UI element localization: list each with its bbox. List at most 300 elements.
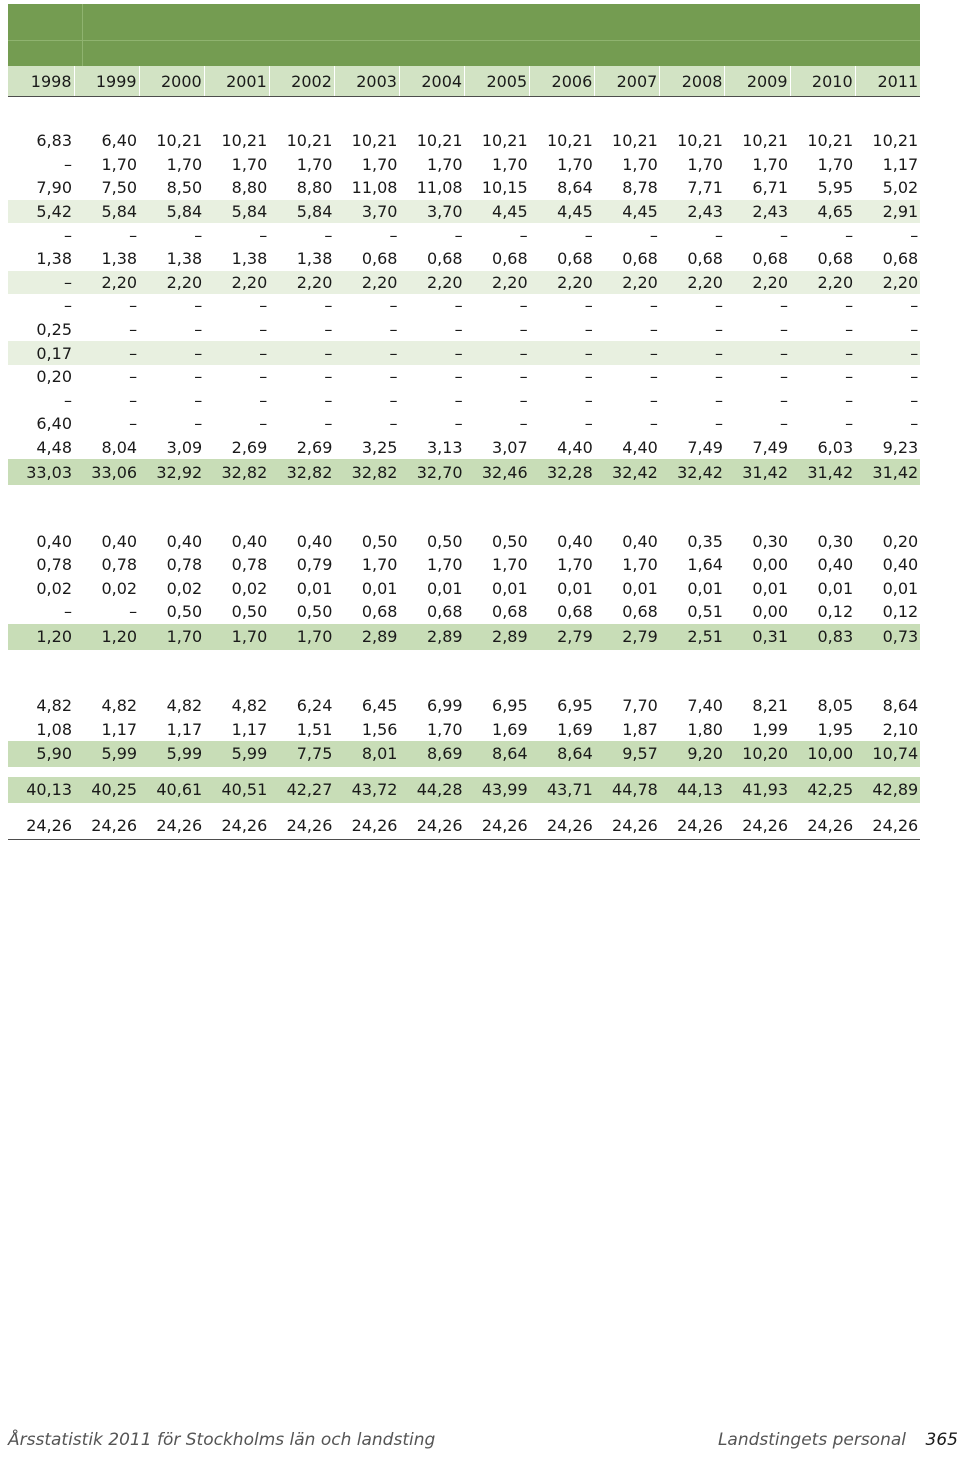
table-cell: 44,28 bbox=[399, 777, 464, 803]
table-cell: 0,68 bbox=[557, 602, 593, 622]
table-cell: – bbox=[129, 367, 138, 387]
table-cell: 8,78 bbox=[622, 178, 658, 198]
table-row bbox=[8, 153, 920, 177]
table-cell: 4,65 bbox=[790, 200, 855, 224]
table-header-banner bbox=[8, 4, 920, 66]
table-cell: 43,71 bbox=[530, 777, 595, 803]
table-cell: – bbox=[595, 341, 660, 365]
table-cell: 0,01 bbox=[882, 578, 919, 598]
table-cell: – bbox=[519, 414, 528, 434]
table-cell: – bbox=[649, 390, 658, 410]
table-cell: – bbox=[519, 390, 528, 410]
table-cell: 1,38 bbox=[231, 249, 268, 269]
table-cell: 4,48 bbox=[36, 438, 72, 458]
table-cell: 10,21 bbox=[221, 131, 268, 151]
table-cell: 10,21 bbox=[156, 131, 203, 151]
table-cell: – bbox=[129, 296, 138, 316]
table-cell: – bbox=[845, 320, 854, 340]
table-cell: 8,80 bbox=[296, 178, 333, 198]
table-cell: 0,40 bbox=[817, 555, 854, 575]
table-cell: 4,45 bbox=[530, 200, 595, 224]
table-cell: 9,23 bbox=[882, 438, 919, 458]
table-cell: – bbox=[324, 390, 333, 410]
table-cell: 40,51 bbox=[204, 777, 269, 803]
table-cell: – bbox=[584, 390, 593, 410]
table-cell: 0,68 bbox=[622, 249, 658, 269]
footer-publication-title: Årsstatistik 2011 för Stockholms län och landsting bbox=[8, 1430, 436, 1450]
table-cell: 0,00 bbox=[752, 555, 789, 575]
table-cell: – bbox=[780, 320, 789, 340]
table-cell: 0,40 bbox=[36, 531, 72, 551]
table-cell: – bbox=[714, 296, 723, 316]
table-cell: – bbox=[454, 390, 463, 410]
table-cell: 1,70 bbox=[817, 154, 854, 174]
table-cell: 1,64 bbox=[687, 555, 723, 575]
final-row bbox=[8, 813, 920, 840]
table-cell: 0,68 bbox=[687, 249, 723, 269]
table-cell: 8,64 bbox=[530, 741, 595, 767]
table-cell: – bbox=[454, 320, 463, 340]
year-header-cell: 1999 bbox=[74, 66, 139, 97]
table-cell: – bbox=[845, 367, 854, 387]
table-cell: – bbox=[334, 341, 399, 365]
table-cell: 1,20 bbox=[74, 624, 139, 650]
table-cell: – bbox=[324, 414, 333, 434]
table-cell: – bbox=[454, 296, 463, 316]
table-cell: 8,64 bbox=[882, 695, 919, 715]
table-cell: 2,20 bbox=[595, 271, 660, 295]
table-row bbox=[8, 176, 920, 200]
table-cell: – bbox=[530, 341, 595, 365]
table-cell: – bbox=[259, 225, 268, 245]
table-cell: 4,82 bbox=[36, 695, 72, 715]
table-row bbox=[8, 717, 920, 741]
table-cell: – bbox=[780, 367, 789, 387]
table-cell: 0,73 bbox=[855, 624, 920, 650]
table-cell: 32,42 bbox=[595, 459, 660, 485]
table-cell: – bbox=[259, 320, 268, 340]
year-header-cell: 2004 bbox=[399, 66, 464, 97]
year-header-cell: 2009 bbox=[725, 66, 790, 97]
table-cell: 2,20 bbox=[790, 271, 855, 295]
table-cell: 1,70 bbox=[361, 154, 398, 174]
table-row bbox=[8, 318, 920, 342]
table-cell: 5,99 bbox=[74, 741, 139, 767]
table-cell: 10,21 bbox=[416, 131, 463, 151]
table-cell: 5,02 bbox=[882, 178, 919, 198]
table-cell: 1,20 bbox=[8, 624, 74, 650]
table-cell: 6,95 bbox=[557, 695, 593, 715]
year-header-cell: 2007 bbox=[595, 66, 660, 97]
table-cell: 2,20 bbox=[855, 271, 920, 295]
table-cell: 3,13 bbox=[426, 438, 463, 458]
table-cell: 0,01 bbox=[492, 578, 528, 598]
table-row bbox=[8, 694, 920, 718]
table-cell: 8,80 bbox=[231, 178, 268, 198]
table-cell: 40,25 bbox=[74, 777, 139, 803]
table-cell: – bbox=[465, 341, 530, 365]
table-cell: 32,28 bbox=[530, 459, 595, 485]
table-cell: 24,26 bbox=[334, 813, 399, 840]
table-cell: 5,99 bbox=[139, 741, 204, 767]
table-cell: 1,70 bbox=[752, 154, 789, 174]
table-cell: 0,01 bbox=[817, 578, 854, 598]
year-header-cell: 2003 bbox=[334, 66, 399, 97]
table-cell: 7,49 bbox=[687, 438, 723, 458]
table-cell: 0,50 bbox=[361, 531, 398, 551]
table-cell: 5,84 bbox=[269, 200, 334, 224]
table-cell: 0,01 bbox=[296, 578, 333, 598]
table-cell: 32,42 bbox=[660, 459, 725, 485]
table-cell: 10,21 bbox=[481, 131, 528, 151]
table-cell: 32,92 bbox=[139, 459, 204, 485]
table-cell: – bbox=[8, 271, 74, 295]
table-cell: 5,99 bbox=[204, 741, 269, 767]
table-cell: 2,20 bbox=[334, 271, 399, 295]
table-cell: 24,26 bbox=[204, 813, 269, 840]
table-cell: 1,17 bbox=[101, 719, 138, 739]
table-cell: 32,46 bbox=[465, 459, 530, 485]
table-row bbox=[8, 553, 920, 577]
year-header-cell: 2001 bbox=[204, 66, 269, 97]
table-cell: 1,80 bbox=[687, 719, 723, 739]
table-cell: – bbox=[584, 367, 593, 387]
table-cell: – bbox=[780, 390, 789, 410]
table-cell: 3,09 bbox=[166, 438, 203, 458]
table-cell: 10,21 bbox=[807, 131, 854, 151]
table-cell: 0,68 bbox=[817, 249, 854, 269]
table-cell: – bbox=[389, 414, 398, 434]
table-cell: 8,64 bbox=[557, 178, 593, 198]
table-cell: 4,82 bbox=[166, 695, 203, 715]
year-header-cell: 2008 bbox=[660, 66, 725, 97]
section-spacer bbox=[8, 767, 920, 777]
table-cell: 0,68 bbox=[492, 249, 528, 269]
table-cell: 1,70 bbox=[426, 555, 463, 575]
table-cell: 41,93 bbox=[725, 777, 790, 803]
table-cell: 0,68 bbox=[426, 602, 463, 622]
table-cell: 5,84 bbox=[204, 200, 269, 224]
table-cell: 1,70 bbox=[296, 154, 333, 174]
table-cell: – bbox=[389, 225, 398, 245]
table-cell: – bbox=[389, 320, 398, 340]
table-cell: – bbox=[714, 367, 723, 387]
table-cell: – bbox=[519, 320, 528, 340]
table-row bbox=[8, 247, 920, 271]
table-cell: 0,50 bbox=[166, 602, 203, 622]
table-cell: 1,70 bbox=[557, 555, 593, 575]
table-row bbox=[8, 129, 920, 153]
table-cell: 1,69 bbox=[557, 719, 593, 739]
table-cell: 3,70 bbox=[334, 200, 399, 224]
table-cell: 11,08 bbox=[416, 178, 463, 198]
table-cell: – bbox=[845, 390, 854, 410]
table-cell: 2,69 bbox=[296, 438, 333, 458]
table-cell: 24,26 bbox=[530, 813, 595, 840]
table-cell: 42,25 bbox=[790, 777, 855, 803]
table-cell: 31,42 bbox=[725, 459, 790, 485]
table-cell: – bbox=[389, 390, 398, 410]
table-cell: 0,00 bbox=[752, 602, 789, 622]
table-cell: 24,26 bbox=[790, 813, 855, 840]
table-cell: 10,21 bbox=[742, 131, 789, 151]
spacer-cell bbox=[8, 97, 920, 130]
table-cell: 7,90 bbox=[36, 178, 72, 198]
table-cell: 24,26 bbox=[465, 813, 530, 840]
table-cell: 0,30 bbox=[817, 531, 854, 551]
table-cell: 24,26 bbox=[74, 813, 139, 840]
table-cell: 31,42 bbox=[855, 459, 920, 485]
table-cell: 8,01 bbox=[334, 741, 399, 767]
table-cell: 1,70 bbox=[426, 154, 463, 174]
table-cell: – bbox=[845, 414, 854, 434]
table-cell: 8,04 bbox=[101, 438, 138, 458]
table-cell: 0,78 bbox=[101, 555, 138, 575]
table-cell: – bbox=[910, 414, 919, 434]
table-cell: 0,25 bbox=[36, 320, 72, 340]
table-cell: 10,21 bbox=[286, 131, 333, 151]
table-cell: 7,50 bbox=[101, 178, 138, 198]
table-cell: 2,43 bbox=[660, 200, 725, 224]
table-cell: 43,99 bbox=[465, 777, 530, 803]
table-cell: 1,70 bbox=[269, 624, 334, 650]
table-cell: 1,17 bbox=[231, 719, 268, 739]
table-cell: 11,08 bbox=[351, 178, 398, 198]
table-cell: 1,87 bbox=[622, 719, 658, 739]
table-cell: – bbox=[725, 341, 790, 365]
table-cell: 1,38 bbox=[166, 249, 203, 269]
table-cell: 2,20 bbox=[399, 271, 464, 295]
table-cell: 0,40 bbox=[166, 531, 203, 551]
table-row bbox=[8, 365, 920, 389]
table-cell: 40,61 bbox=[139, 777, 204, 803]
table-cell: 4,40 bbox=[557, 438, 593, 458]
table-row bbox=[8, 223, 920, 247]
table-cell: – bbox=[910, 296, 919, 316]
table-cell: 1,38 bbox=[296, 249, 333, 269]
table-cell: 0,40 bbox=[557, 531, 593, 551]
page-number: 365 bbox=[925, 1430, 958, 1450]
table-cell: 0,20 bbox=[882, 531, 919, 551]
table-cell: 0,68 bbox=[752, 249, 789, 269]
table-cell: 42,89 bbox=[855, 777, 920, 803]
table-cell: 0,35 bbox=[687, 531, 723, 551]
table-cell: 4,40 bbox=[622, 438, 658, 458]
table-cell: – bbox=[194, 296, 203, 316]
table-cell: – bbox=[714, 414, 723, 434]
table-cell: 24,26 bbox=[855, 813, 920, 840]
table-cell: 24,26 bbox=[8, 813, 74, 840]
table-cell: – bbox=[194, 390, 203, 410]
table-cell: – bbox=[129, 390, 138, 410]
table-cell: 4,45 bbox=[595, 200, 660, 224]
table-cell: 0,68 bbox=[557, 249, 593, 269]
table-cell: 3,70 bbox=[399, 200, 464, 224]
table-cell: 9,20 bbox=[660, 741, 725, 767]
table-cell: 0,68 bbox=[622, 602, 658, 622]
subtotal-row bbox=[8, 624, 920, 650]
table-cell: 1,70 bbox=[622, 154, 658, 174]
year-header-cell: 2011 bbox=[855, 66, 920, 97]
subtotal-row bbox=[8, 459, 920, 485]
table-cell: 0,02 bbox=[101, 578, 138, 598]
table-cell: 0,51 bbox=[687, 602, 723, 622]
table-cell: 5,42 bbox=[8, 200, 74, 224]
table-cell: – bbox=[845, 296, 854, 316]
table-cell: 2,20 bbox=[660, 271, 725, 295]
table-cell: 24,26 bbox=[269, 813, 334, 840]
table-cell: – bbox=[519, 225, 528, 245]
table-cell: 4,45 bbox=[465, 200, 530, 224]
table-cell: 2,20 bbox=[465, 271, 530, 295]
subtotal-row bbox=[8, 741, 920, 767]
table-cell: 8,69 bbox=[399, 741, 464, 767]
table-cell: 6,03 bbox=[817, 438, 854, 458]
table-cell: 33,03 bbox=[8, 459, 74, 485]
year-header-row bbox=[8, 66, 920, 97]
table-cell: – bbox=[780, 296, 789, 316]
table-cell: – bbox=[910, 390, 919, 410]
table-cell: 9,57 bbox=[595, 741, 660, 767]
table-row bbox=[8, 200, 920, 224]
table-row bbox=[8, 271, 920, 295]
table-cell: 2,10 bbox=[882, 719, 919, 739]
table-cell: 44,13 bbox=[660, 777, 725, 803]
table-cell: 1,70 bbox=[492, 154, 528, 174]
table-cell: 0,30 bbox=[752, 531, 789, 551]
table-cell: 1,17 bbox=[882, 154, 919, 174]
table-cell: – bbox=[129, 602, 138, 622]
table-cell: 43,72 bbox=[334, 777, 399, 803]
table-cell: 0,01 bbox=[752, 578, 789, 598]
table-cell: 31,42 bbox=[790, 459, 855, 485]
table-cell: 2,20 bbox=[530, 271, 595, 295]
table-cell: 32,82 bbox=[334, 459, 399, 485]
banner-divider bbox=[82, 4, 83, 66]
table-cell: 2,51 bbox=[660, 624, 725, 650]
table-cell: 0,68 bbox=[492, 602, 528, 622]
table-cell: 1,70 bbox=[204, 624, 269, 650]
table-cell: – bbox=[204, 341, 269, 365]
spacer-cell bbox=[8, 767, 920, 777]
table-cell: 6,99 bbox=[426, 695, 463, 715]
table-cell: 6,40 bbox=[101, 131, 138, 151]
table-cell: 5,90 bbox=[8, 741, 74, 767]
table-cell: 2,69 bbox=[231, 438, 268, 458]
table-cell: 1,99 bbox=[752, 719, 789, 739]
table-cell: – bbox=[139, 341, 204, 365]
table-cell: 7,49 bbox=[752, 438, 789, 458]
table-cell: 6,95 bbox=[492, 695, 528, 715]
table-cell: – bbox=[584, 320, 593, 340]
table-cell: 2,89 bbox=[465, 624, 530, 650]
table-cell: 5,95 bbox=[817, 178, 854, 198]
section-spacer bbox=[8, 485, 920, 529]
table-cell: 3,07 bbox=[492, 438, 528, 458]
table-cell: 2,20 bbox=[269, 271, 334, 295]
table-cell: 8,21 bbox=[752, 695, 789, 715]
section-spacer bbox=[8, 97, 920, 130]
table-cell: 1,38 bbox=[36, 249, 72, 269]
table-cell: – bbox=[324, 367, 333, 387]
table-cell: 1,56 bbox=[361, 719, 398, 739]
table-cell: 10,21 bbox=[351, 131, 398, 151]
table-cell: 2,20 bbox=[74, 271, 139, 295]
table-cell: 2,20 bbox=[204, 271, 269, 295]
table-cell: 2,79 bbox=[595, 624, 660, 650]
table-cell: – bbox=[64, 154, 72, 174]
table-cell: 1,70 bbox=[166, 154, 203, 174]
table-cell: 5,84 bbox=[74, 200, 139, 224]
table-cell: – bbox=[324, 296, 333, 316]
table-cell: – bbox=[660, 341, 725, 365]
table-cell: – bbox=[714, 390, 723, 410]
table-cell: 8,05 bbox=[817, 695, 854, 715]
table-cell: 2,20 bbox=[139, 271, 204, 295]
table-cell: – bbox=[649, 414, 658, 434]
table-cell: 8,50 bbox=[166, 178, 203, 198]
table-cell: 0,50 bbox=[492, 531, 528, 551]
table-cell: 44,78 bbox=[595, 777, 660, 803]
table-cell: 32,82 bbox=[269, 459, 334, 485]
spacer-cell bbox=[8, 803, 920, 813]
table-cell: – bbox=[790, 341, 855, 365]
table-cell: 0,40 bbox=[882, 555, 919, 575]
table-cell: – bbox=[649, 296, 658, 316]
table-row bbox=[8, 577, 920, 601]
spacer-cell bbox=[8, 485, 920, 529]
table-cell: 4,82 bbox=[231, 695, 268, 715]
table-cell: 0,01 bbox=[557, 578, 593, 598]
table-cell: 1,17 bbox=[166, 719, 203, 739]
table-cell: 0,78 bbox=[166, 555, 203, 575]
spacer-cell bbox=[8, 650, 920, 694]
table-cell: 0,40 bbox=[101, 531, 138, 551]
table-cell: 0,40 bbox=[296, 531, 333, 551]
table-cell: – bbox=[584, 296, 593, 316]
table-cell: – bbox=[519, 367, 528, 387]
table-cell: 1,70 bbox=[361, 555, 398, 575]
table-cell: 1,70 bbox=[492, 555, 528, 575]
table-cell: 24,26 bbox=[595, 813, 660, 840]
table-row bbox=[8, 436, 920, 460]
table-cell: – bbox=[64, 390, 72, 410]
table-row bbox=[8, 341, 920, 365]
table-cell: – bbox=[64, 602, 72, 622]
table-cell: 3,25 bbox=[361, 438, 398, 458]
table-row bbox=[8, 412, 920, 436]
table-cell: 10,21 bbox=[872, 131, 919, 151]
section-spacer bbox=[8, 803, 920, 813]
table-cell: 1,70 bbox=[622, 555, 658, 575]
table-cell: – bbox=[259, 367, 268, 387]
table-cell: 6,71 bbox=[752, 178, 789, 198]
table-cell: – bbox=[194, 225, 203, 245]
table-cell: – bbox=[584, 414, 593, 434]
table-cell: 32,82 bbox=[204, 459, 269, 485]
table-cell: 2,43 bbox=[725, 200, 790, 224]
table-row bbox=[8, 529, 920, 553]
table-cell: 2,89 bbox=[399, 624, 464, 650]
year-header-cell: 2005 bbox=[465, 66, 530, 97]
table-cell: – bbox=[454, 367, 463, 387]
table-cell: 2,79 bbox=[530, 624, 595, 650]
table-cell: 10,15 bbox=[481, 178, 528, 198]
table-cell: 0,50 bbox=[231, 602, 268, 622]
table-cell: 0,68 bbox=[882, 249, 919, 269]
table-cell: – bbox=[259, 390, 268, 410]
table-cell: 24,26 bbox=[725, 813, 790, 840]
